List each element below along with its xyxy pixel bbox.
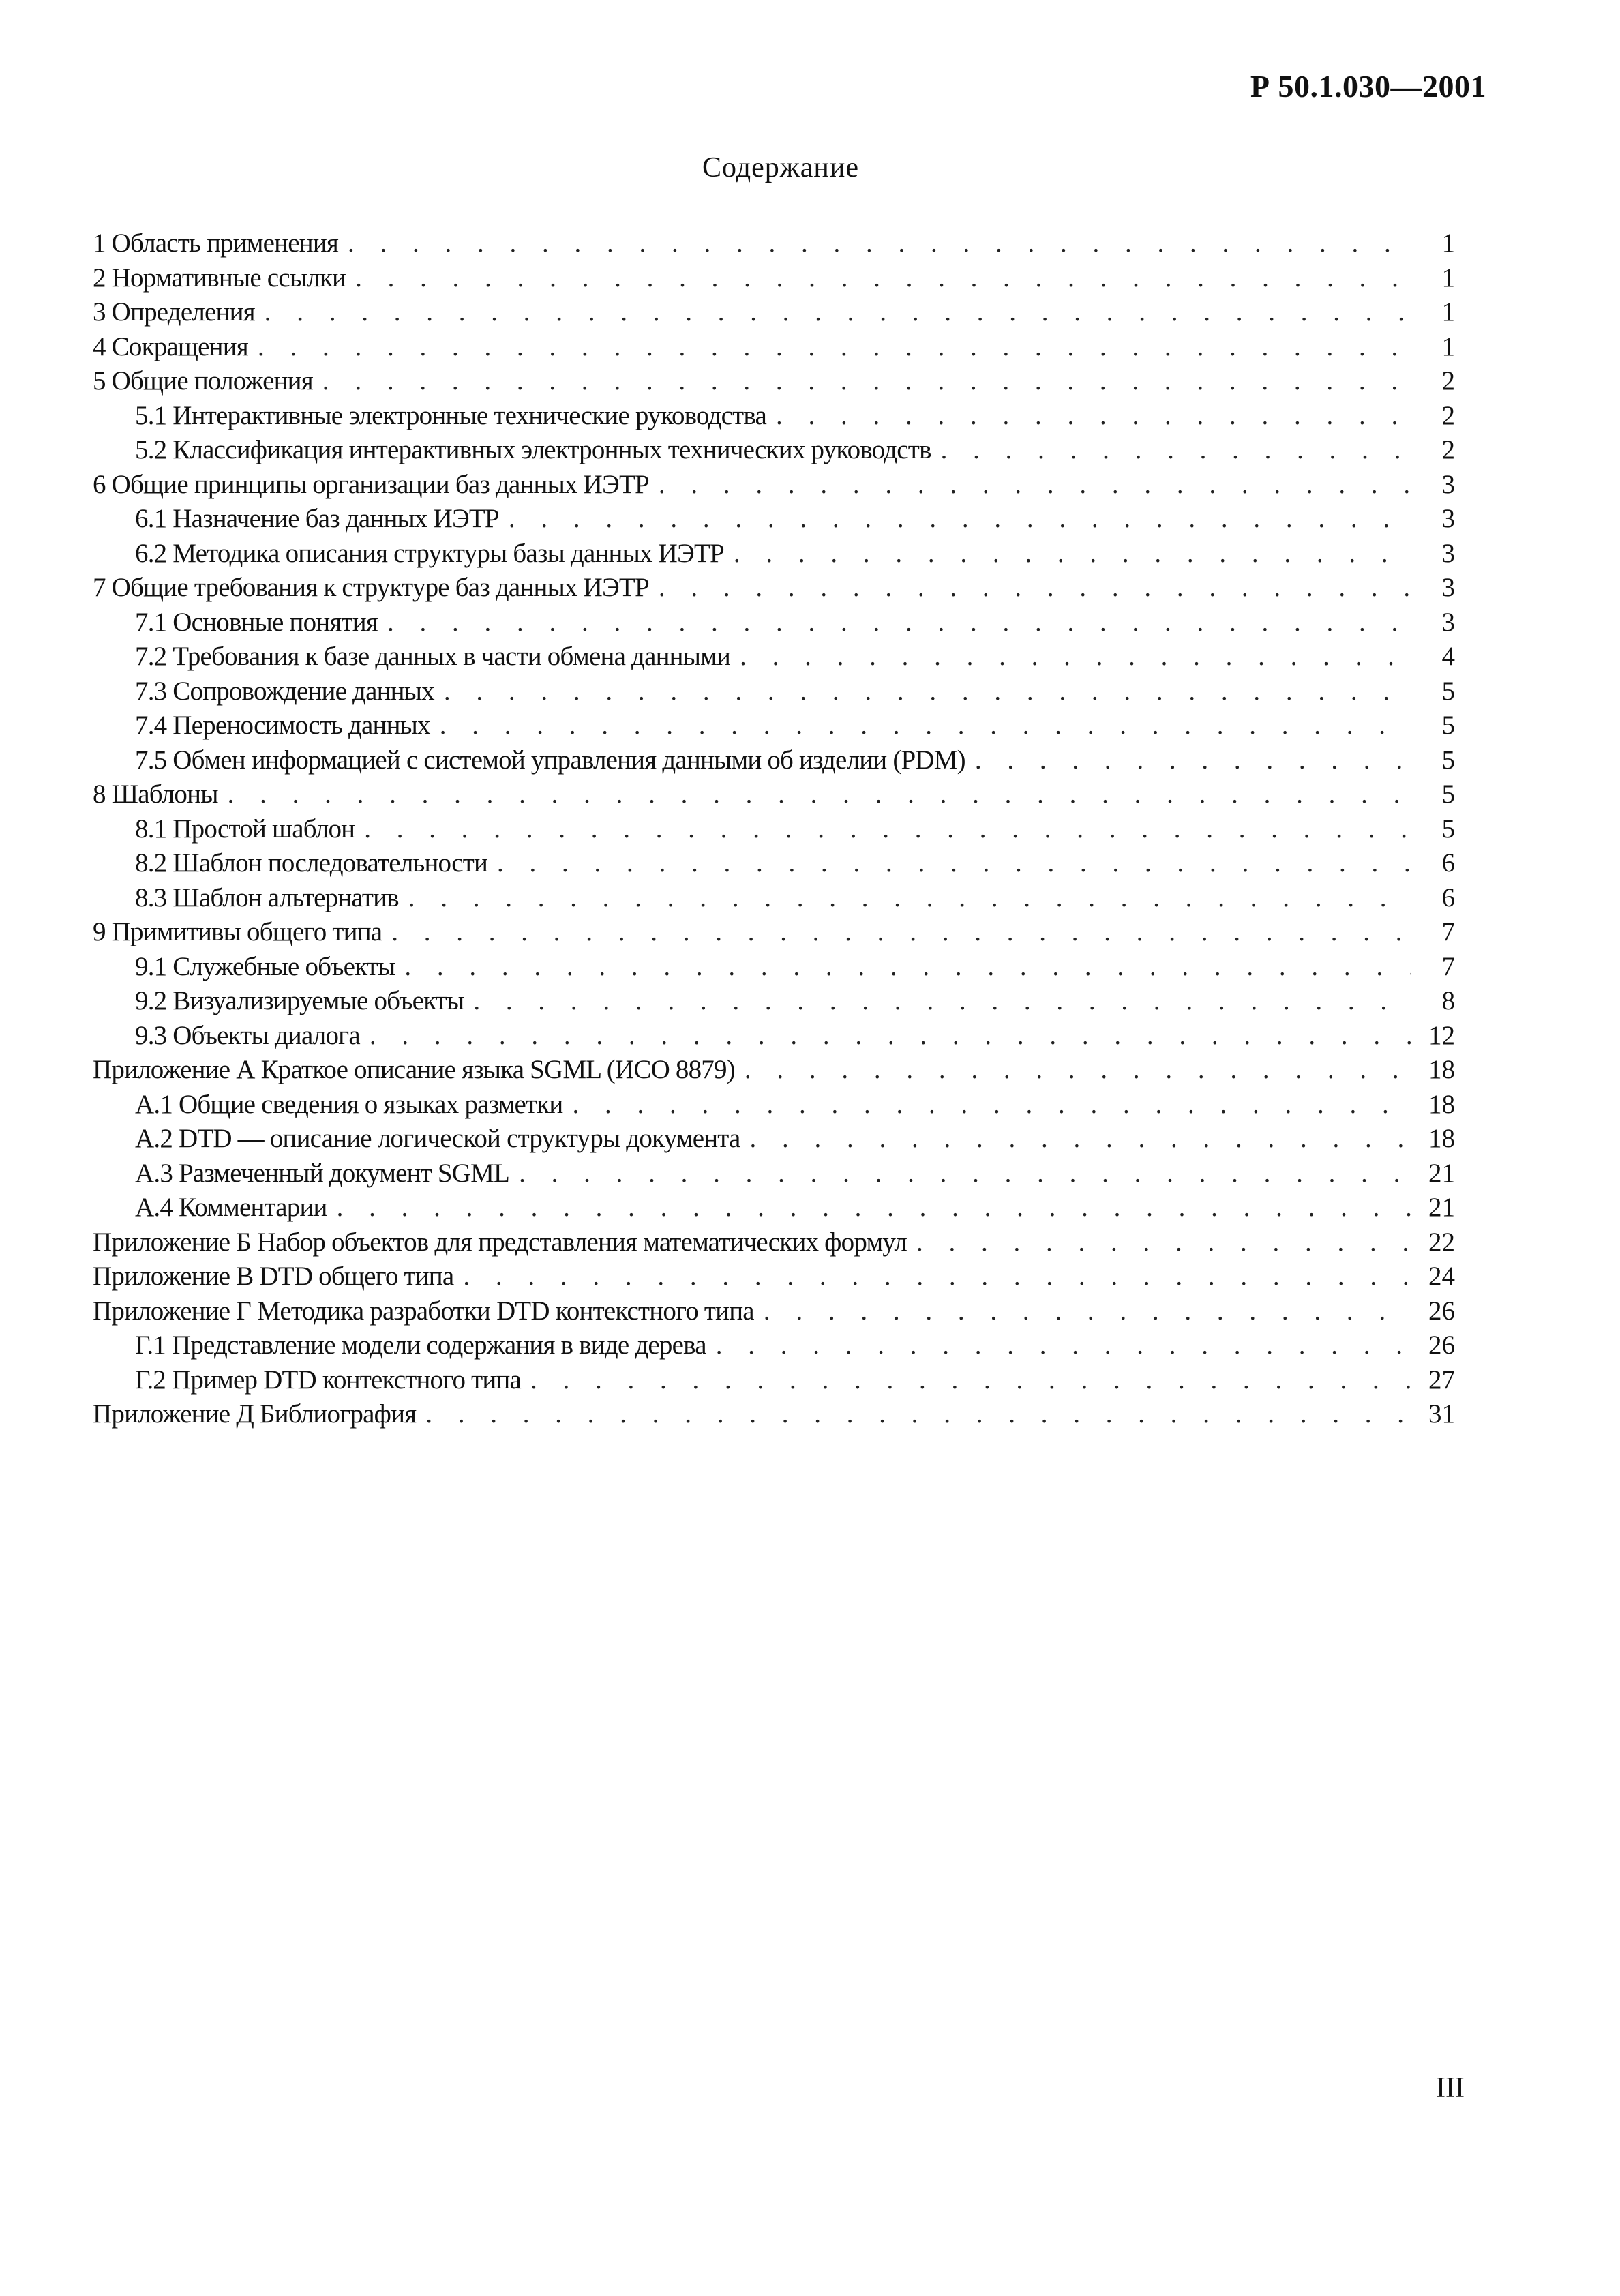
dot-leader: [740, 640, 1411, 674]
toc-entry-page: 7: [1441, 917, 1455, 946]
toc-entry[interactable]: [93, 1397, 1455, 1432]
toc-entry-page: 3: [1441, 538, 1455, 568]
dot-leader: [463, 1259, 1411, 1294]
dot-leader: [745, 1053, 1411, 1088]
toc-entry-title: 1 Область применения: [93, 228, 339, 258]
toc-entry-title: 2 Нормативные ссылки: [93, 263, 346, 293]
toc-entry-title: 9.3 Объекты диалога: [135, 1020, 360, 1050]
toc-entry[interactable]: [93, 1157, 1455, 1191]
page-number: III: [1436, 2072, 1465, 2104]
toc-entry[interactable]: [93, 881, 1455, 916]
toc-entry[interactable]: [93, 295, 1455, 330]
toc-entry-page: 18: [1428, 1055, 1455, 1084]
toc-entry-page: 5: [1441, 676, 1455, 706]
dot-leader: [408, 881, 1411, 916]
toc-entry-page: 26: [1428, 1296, 1455, 1326]
toc-entry[interactable]: [93, 1122, 1455, 1157]
toc-entry[interactable]: [93, 1225, 1455, 1260]
dot-leader: [444, 674, 1411, 709]
toc-entry[interactable]: [93, 777, 1455, 812]
dot-leader: [776, 399, 1411, 434]
toc-entry-title: 5 Общие положения: [93, 366, 313, 396]
toc-entry-page: 6: [1441, 882, 1455, 912]
toc-entry[interactable]: [93, 812, 1455, 847]
toc-entry-page: 31: [1428, 1399, 1455, 1429]
toc-entry[interactable]: [93, 1191, 1455, 1225]
toc-entry-page: 18: [1428, 1089, 1455, 1119]
toc-entry[interactable]: [93, 1363, 1455, 1398]
dot-leader: [916, 1225, 1411, 1260]
toc-entry-page: 12: [1428, 1020, 1455, 1050]
toc-entry-page: 1: [1441, 297, 1455, 327]
toc-entry[interactable]: [93, 1088, 1455, 1122]
toc-entry-page: 27: [1428, 1365, 1455, 1395]
toc-entry-page: 26: [1428, 1330, 1455, 1360]
toc-entry-page: 21: [1428, 1158, 1455, 1188]
toc-entry-page: 21: [1428, 1193, 1455, 1222]
dot-leader: [425, 1397, 1411, 1432]
toc-entry-title: 7.2 Требования к базе данных в части обмена данными: [135, 642, 731, 671]
toc-title: Содержание: [702, 152, 860, 183]
dot-leader: [258, 330, 1411, 365]
dot-leader: [530, 1363, 1411, 1398]
toc-entry[interactable]: [93, 606, 1455, 640]
toc-entry-page: 5: [1441, 745, 1455, 775]
toc-entry-title: 9.2 Визуализируемые объекты: [135, 986, 464, 1015]
dot-leader: [975, 743, 1411, 778]
toc-entry[interactable]: [93, 261, 1455, 296]
toc-entry-title: 4 Сокращения: [93, 331, 248, 361]
toc-entry-page: 2: [1441, 400, 1455, 430]
dot-leader: [404, 950, 1411, 985]
toc-entry-title: 5.2 Классификация интерактивных электронных технических руководств: [135, 435, 931, 464]
toc-entry-page: 2: [1441, 366, 1455, 396]
toc-entry-title: 3 Определения: [93, 297, 255, 327]
toc-entry[interactable]: [93, 1328, 1455, 1363]
toc-entry[interactable]: [93, 915, 1455, 950]
toc-entry-page: 7: [1441, 951, 1455, 981]
toc-entry-page: 2: [1441, 435, 1455, 464]
dot-leader: [387, 606, 1411, 640]
toc-entry[interactable]: [93, 364, 1455, 399]
toc-entry-page: 6: [1441, 848, 1455, 878]
dot-leader: [348, 226, 1411, 261]
toc-entry[interactable]: [93, 1053, 1455, 1088]
toc-entry[interactable]: [93, 984, 1455, 1019]
toc-entry[interactable]: [93, 226, 1455, 261]
toc-entry-title: Приложение В DTD общего типа: [93, 1262, 454, 1291]
toc-entry-title: 9 Примитивы общего типа: [93, 917, 382, 946]
toc-entry-page: 22: [1428, 1227, 1455, 1257]
toc-entry-title: Г.2 Пример DTD контекстного типа: [135, 1365, 521, 1395]
toc-entry-title: 7 Общие требования к структуре баз данных ИЭТР: [93, 573, 649, 602]
toc-entry-title: А.4 Комментарии: [135, 1193, 327, 1222]
dot-leader: [659, 571, 1411, 606]
dot-leader: [659, 468, 1411, 503]
toc-entry[interactable]: [93, 743, 1455, 778]
dot-leader: [265, 295, 1411, 330]
dot-leader: [734, 537, 1411, 571]
toc-entry-title: 7.3 Сопровождение данных: [135, 676, 434, 706]
toc-entry-title: Г.1 Представление модели содержания в виде дерева: [135, 1330, 706, 1360]
toc-entry-page: 1: [1441, 228, 1455, 258]
toc-entry[interactable]: [93, 1294, 1455, 1329]
toc-entry-title: 7.5 Обмен информацией с системой управления данными об изделии (PDM): [135, 745, 965, 775]
toc-entry-title: 6.2 Методика описания структуры базы данных ИЭТР: [135, 538, 724, 568]
toc-entry-page: 5: [1441, 711, 1455, 740]
dot-leader: [519, 1157, 1411, 1191]
toc-entry-page: 1: [1441, 331, 1455, 361]
toc-entry-title: Приложение Г Методика разработки DTD контекстного типа: [93, 1296, 754, 1326]
toc-entry-page: 3: [1441, 504, 1455, 533]
toc-entry[interactable]: [93, 537, 1455, 571]
dot-leader: [364, 812, 1411, 847]
toc-entry-page: 24: [1428, 1262, 1455, 1291]
toc-entry[interactable]: [93, 330, 1455, 365]
toc-entry-title: 6.1 Назначение баз данных ИЭТР: [135, 504, 499, 533]
toc-entry[interactable]: [93, 399, 1455, 434]
dot-leader: [391, 915, 1411, 950]
toc-entry-page: 3: [1441, 573, 1455, 602]
toc-entry-title: Приложение Д Библиография: [93, 1399, 417, 1429]
dot-leader: [322, 364, 1411, 399]
dot-leader: [716, 1328, 1411, 1363]
toc-entry-title: 5.1 Интерактивные электронные технические руководства: [135, 400, 767, 430]
toc-entry-title: 6 Общие принципы организации баз данных ИЭТР: [93, 469, 649, 499]
toc-entry-page: 5: [1441, 779, 1455, 809]
table-of-contents: [93, 226, 1455, 1432]
toc-entry-page: 4: [1441, 642, 1455, 671]
toc-entry-title: 7.4 Переносимость данных: [135, 711, 430, 740]
toc-entry[interactable]: [93, 1259, 1455, 1294]
dot-leader: [764, 1294, 1411, 1329]
toc-entry[interactable]: [93, 674, 1455, 709]
toc-entry[interactable]: [93, 950, 1455, 985]
dot-leader: [509, 502, 1411, 537]
toc-entry[interactable]: [93, 502, 1455, 537]
toc-entry[interactable]: [93, 1019, 1455, 1054]
toc-entry-title: Приложение Б Набор объектов для представления математических формул: [93, 1227, 907, 1257]
dot-leader: [370, 1019, 1411, 1054]
dot-leader: [572, 1088, 1411, 1122]
toc-entry-title: Приложение А Краткое описание языка SGML (ИСО 8879): [93, 1055, 735, 1084]
toc-entry[interactable]: [93, 433, 1455, 468]
dot-leader: [497, 846, 1411, 881]
toc-entry-page: 1: [1441, 263, 1455, 293]
toc-entry-page: 8: [1441, 986, 1455, 1015]
dot-leader: [750, 1122, 1411, 1157]
toc-entry-title: 8.2 Шаблон последовательности: [135, 848, 488, 878]
toc-entry-page: 3: [1441, 469, 1455, 499]
toc-entry[interactable]: [93, 468, 1455, 503]
toc-entry-title: 8.3 Шаблон альтернатив: [135, 882, 399, 912]
toc-entry[interactable]: [93, 571, 1455, 606]
dot-leader: [337, 1191, 1411, 1225]
toc-entry[interactable]: [93, 846, 1455, 881]
toc-entry-title: А.2 DTD — описание логической структуры документа: [135, 1124, 740, 1153]
document-code: Р 50.1.030—2001: [1250, 69, 1486, 104]
dot-leader: [941, 433, 1411, 468]
dot-leader: [440, 709, 1411, 743]
toc-entry-title: 8 Шаблоны: [93, 779, 218, 809]
toc-entry[interactable]: [93, 709, 1455, 743]
toc-entry[interactable]: [93, 640, 1455, 674]
toc-entry-title: 7.1 Основные понятия: [135, 607, 378, 637]
toc-entry-title: А.3 Размеченный документ SGML: [135, 1158, 510, 1188]
dot-leader: [228, 777, 1411, 812]
toc-entry-title: А.1 Общие сведения о языках разметки: [135, 1089, 563, 1119]
toc-entry-page: 18: [1428, 1124, 1455, 1153]
toc-entry-title: 8.1 Простой шаблон: [135, 814, 355, 844]
toc-entry-page: 5: [1441, 814, 1455, 844]
dot-leader: [355, 261, 1411, 296]
dot-leader: [473, 984, 1411, 1019]
toc-entry-page: 3: [1441, 607, 1455, 637]
toc-entry-title: 9.1 Служебные объекты: [135, 951, 395, 981]
